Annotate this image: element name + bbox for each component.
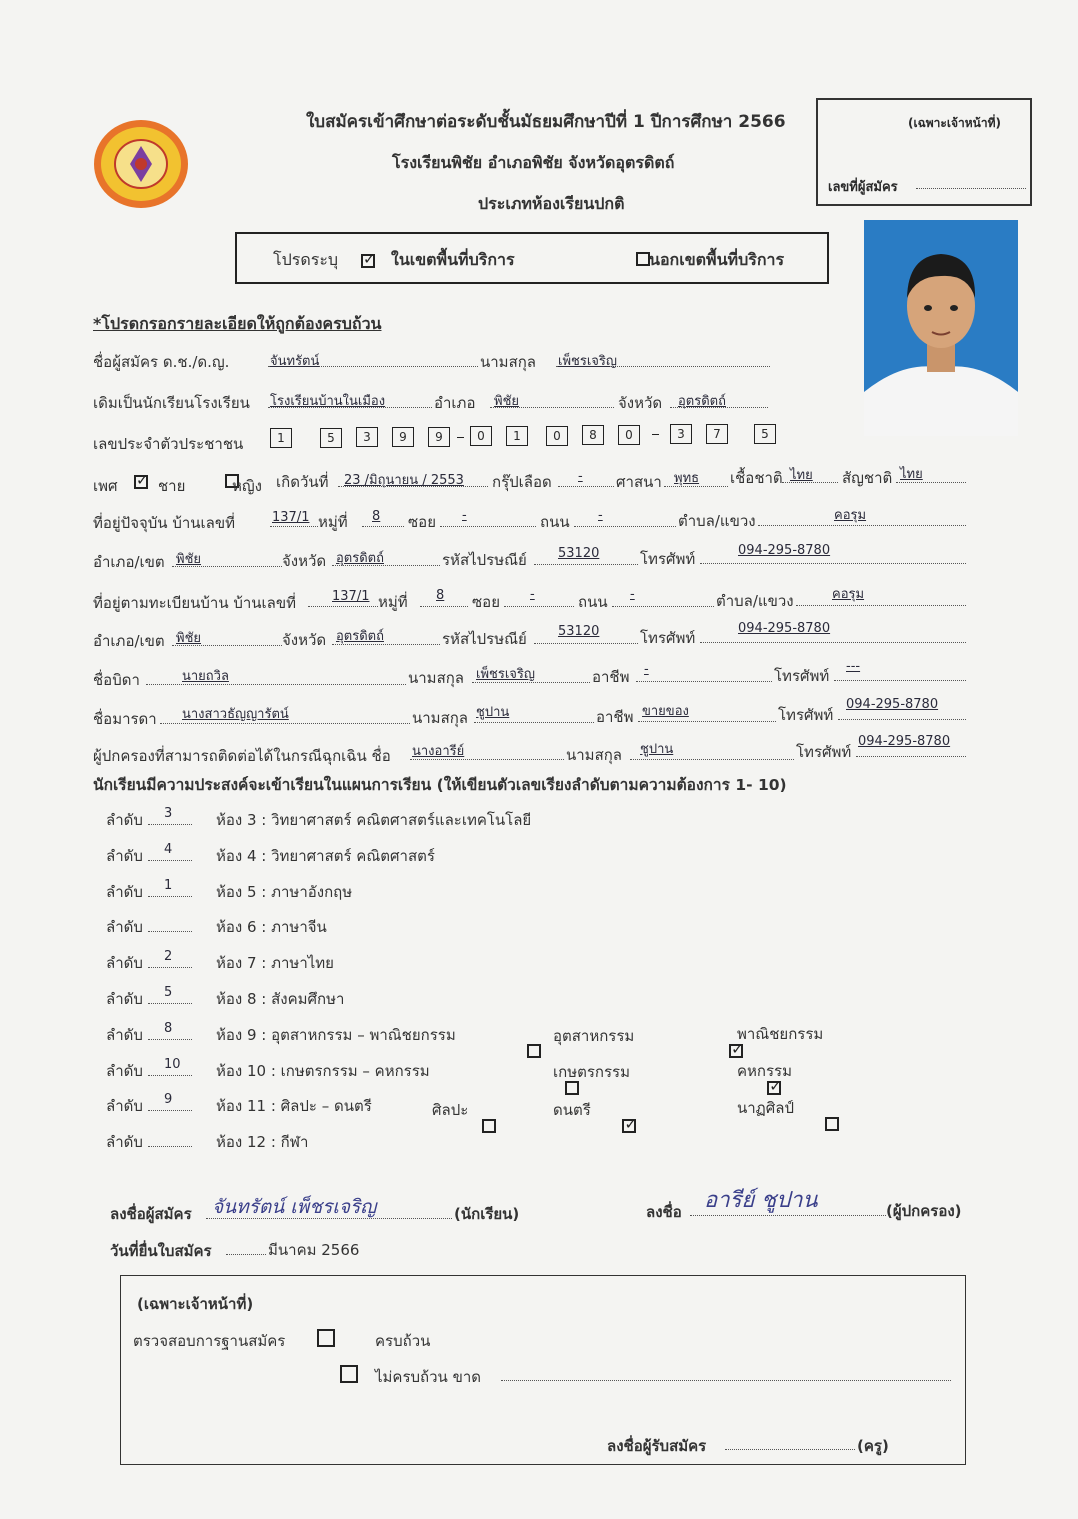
plan-order-label: ลำดับ <box>106 1061 143 1080</box>
form-title: ใบสมัครเข้าศึกษาต่อระดับชั้นมัธยมศึกษาปีที่ 1 ปีการศึกษา 2566 <box>306 112 786 132</box>
reg-road-value: - <box>630 587 635 602</box>
reg-subdistrict-value: คอรุม <box>832 587 865 602</box>
instruction: *โปรดกรอกรายละเอียดให้ถูกต้องครบถ้วน <box>93 314 382 333</box>
address-reg-label: ที่อยู่ตามทะเบียนบ้าน บ้านเลขที่ <box>93 594 296 612</box>
check-label: ตรวจสอบการฐานสมัคร <box>133 1332 286 1350</box>
plan-rank-value: 10 <box>164 1056 181 1072</box>
dance-checkbox[interactable] <box>825 1117 839 1131</box>
plan-rank-value: 1 <box>164 877 173 893</box>
district-value: พิชัย <box>494 394 520 409</box>
reg-province-label: จังหวัด <box>282 631 327 649</box>
officer-section-title: (เฉพาะเจ้าหน้าที่) <box>137 1295 254 1313</box>
reg-soi-field[interactable] <box>504 606 574 607</box>
plan-order-label: ลำดับ <box>106 918 143 937</box>
receiver-field[interactable] <box>725 1449 855 1450</box>
complete-checkbox[interactable] <box>317 1329 335 1347</box>
nationality-label: สัญชาติ <box>842 469 893 487</box>
id-digit-box[interactable]: 5 <box>320 428 342 448</box>
reg-phone-label: โทรศัพท์ <box>640 629 696 647</box>
blood-label: กรุ๊ปเลือด <box>492 473 552 491</box>
complete-label: ครบถ้วน <box>375 1332 431 1350</box>
reg-district-value: พิชัย <box>176 631 202 646</box>
plan-rank-value: 9 <box>164 1092 173 1108</box>
incomplete-label: ไม่ครบถ้วน ขาด <box>375 1368 481 1386</box>
father-job-field[interactable] <box>636 681 772 682</box>
id-digit-box[interactable]: 0 <box>618 425 640 445</box>
father-phone-value: --- <box>846 659 861 674</box>
guardian-phone-field[interactable] <box>856 756 966 757</box>
id-digit-box[interactable]: 1 <box>506 426 528 446</box>
dob-label: เกิดวันที่ <box>276 473 329 491</box>
id-digit-box[interactable]: 0 <box>470 426 492 446</box>
mother-phone-field[interactable] <box>838 719 966 720</box>
plan-rank-value: 2 <box>164 949 173 965</box>
nationality-value: ไทย <box>900 467 923 482</box>
father-name-value: นายถวิล <box>182 669 229 684</box>
receiver-role: (ครู) <box>857 1437 889 1455</box>
id-digit-box[interactable]: 3 <box>356 427 378 447</box>
moo-value: 8 <box>372 509 381 524</box>
father-phone-field[interactable] <box>834 680 966 681</box>
applicant-sign-label: ลงชื่อผู้สมัคร <box>110 1205 192 1223</box>
school-logo <box>92 118 190 210</box>
mother-surname-value: ชูปาน <box>476 705 510 720</box>
incomplete-checkbox[interactable] <box>340 1365 358 1383</box>
male-label: ชาย <box>158 477 186 495</box>
road-value: - <box>598 508 603 523</box>
plan-room-label: ห้อง 12 : กีฬา <box>216 1133 309 1152</box>
guardian-role: (ผู้ปกครอง) <box>886 1202 962 1220</box>
officer-box-title: (เฉพาะเจ้าหน้าที่) <box>908 116 1001 130</box>
applicant-no-label: เลขที่ผู้สมัคร <box>828 180 898 195</box>
plan-order-label: ลำดับ <box>106 990 143 1008</box>
mother-surname-label: นามสกุล <box>412 709 468 727</box>
reg-subdistrict-label: ตำบล/แขวง <box>716 592 794 610</box>
religion-value: พุทธ <box>674 471 700 486</box>
province2-label: จังหวัด <box>282 552 327 570</box>
reg-road-field[interactable] <box>612 606 714 607</box>
reg-phone-value: 094-295-8780 <box>738 621 831 636</box>
dob-value: 23 /มิถุนายน / 2553 <box>344 473 464 488</box>
plan-rank-field[interactable] <box>148 1003 192 1004</box>
religion-label: ศาสนา <box>616 473 662 491</box>
reg-moo-label: หมู่ที่ <box>378 593 408 611</box>
soi-field[interactable] <box>440 526 536 527</box>
district-label: อำเภอ <box>434 394 476 412</box>
reg-moo-value: 8 <box>436 588 445 603</box>
reg-soi-label: ซอย <box>472 593 500 611</box>
plan-room-label: ห้อง 11 : ศิลปะ – ดนตรี <box>216 1097 372 1116</box>
plan-room-label: ห้อง 9 : อุตสาหกรรม – พาณิชยกรรม <box>216 1025 456 1044</box>
plan-rank-value: 5 <box>164 985 173 1000</box>
plan-room-label: ห้อง 6 : ภาษาจีน <box>216 918 327 937</box>
phone-label: โทรศัพท์ <box>640 550 696 568</box>
subdistrict-field[interactable] <box>758 525 966 526</box>
plan-order-label: ลำดับ <box>106 1133 143 1152</box>
mother-label: ชื่อมารดา <box>93 710 157 728</box>
guardian-signature: อารีย์ ชูปาน <box>704 1188 818 1213</box>
plan-rank-value: 3 <box>164 806 173 821</box>
reg-postcode-label: รหัสไปรษณีย์ <box>442 630 527 648</box>
school-name: โรงเรียนพิชัย อำเภอพิชัย จังหวัดอุตรดิตถ์ <box>392 153 675 172</box>
blood-value: - <box>578 469 583 484</box>
plan-rank-field[interactable] <box>148 1039 192 1040</box>
officer-section <box>120 1275 966 1465</box>
first-name-value: จันทรัตน์ <box>270 354 320 369</box>
plan-order-label: ลำดับ <box>106 811 143 829</box>
mother-job-label: อาชีพ <box>596 708 634 726</box>
submit-date-field[interactable] <box>226 1254 266 1255</box>
reg-phone-field[interactable] <box>700 642 966 643</box>
sex-label: เพศ <box>93 477 118 495</box>
id-digit-box[interactable]: 3 <box>670 424 692 444</box>
area-in-checkbox[interactable] <box>361 254 375 268</box>
name-label: ชื่อผู้สมัคร ด.ช./ด.ญ. <box>93 353 230 371</box>
province-value: อุตรดิตถ์ <box>678 394 726 409</box>
service-area-box <box>235 232 829 284</box>
art-label: ศิลปะ <box>432 1101 469 1119</box>
plan-room-label: ห้อง 10 : เกษตรกรรม – คหกรรม <box>216 1061 430 1080</box>
mother-job-field[interactable] <box>638 721 776 722</box>
ethnicity-value: ไทย <box>790 468 813 483</box>
moo-field[interactable] <box>362 526 404 527</box>
id-digit-box[interactable]: 1 <box>270 428 292 448</box>
plan-rank-field[interactable] <box>148 896 192 897</box>
id-digit-box[interactable]: 9 <box>392 427 414 447</box>
area-out-label: นอกเขตพื้นที่บริการ <box>649 250 785 269</box>
reg-house-no-value: 137/1 <box>332 589 370 604</box>
receiver-label: ลงชื่อผู้รับสมัคร <box>607 1437 707 1455</box>
mother-job-value: ขายของ <box>642 704 689 719</box>
plan-order-label: ลำดับ <box>106 882 143 901</box>
plan-order-label: ลำดับ <box>106 1097 143 1116</box>
plan-rank-field[interactable] <box>148 931 192 932</box>
guardian-name-value: นางอารีย์ <box>412 744 465 759</box>
id-separator <box>457 437 464 438</box>
plan-room-label: ห้อง 4 : วิทยาศาสตร์ คณิตศาสตร์ <box>216 846 435 865</box>
submit-date-value: มีนาคม 2566 <box>268 1241 360 1259</box>
reg-house-no-field[interactable] <box>308 606 378 607</box>
plan-rank-field[interactable] <box>148 824 192 825</box>
commerce-label: พาณิชยกรรม <box>737 1025 824 1043</box>
plan-rank-value: 8 <box>164 1020 173 1036</box>
district2-value: พิชัย <box>176 552 202 567</box>
surname-value: เพ็ชรเจริญ <box>558 354 617 369</box>
prev-school-value: โรงเรียนบ้านในเมือง <box>270 394 386 409</box>
district2-label: อำเภอ/เขต <box>93 553 165 571</box>
officer-box <box>816 98 1032 206</box>
postcode-value: 53120 <box>558 546 600 561</box>
plan-rank-field[interactable] <box>148 1110 192 1111</box>
guardian-surname-value: ชูปาน <box>640 742 674 757</box>
id-digit-box[interactable]: 8 <box>582 425 604 445</box>
applicant-signature: จันทรัตน์ เพ็ชรเจริญ <box>212 1196 377 1218</box>
industry-label: อุตสาหกรรม <box>553 1027 635 1045</box>
mother-name-value: นางสาวธัญญารัตน์ <box>182 707 289 722</box>
agriculture-label: เกษตรกรรม <box>553 1063 630 1081</box>
plan-rank-field[interactable] <box>148 860 192 861</box>
classroom-type: ประเภทห้องเรียนปกติ <box>478 194 625 213</box>
house-no-value: 137/1 <box>272 510 310 525</box>
plan-rank-field[interactable] <box>148 1146 192 1147</box>
student-photo <box>864 220 1018 436</box>
mother-surname-field[interactable] <box>474 722 594 723</box>
father-job-label: อาชีพ <box>592 668 630 686</box>
plan-rank-field[interactable] <box>148 1075 192 1076</box>
plan-room-label: ห้อง 5 : ภาษาอังกฤษ <box>216 882 353 901</box>
id-separator <box>652 434 659 435</box>
soi-label: ซอย <box>408 513 436 531</box>
plan-rank-value: 4 <box>164 841 173 857</box>
submit-date-label: วันที่ยื่นใบสมัคร <box>110 1242 212 1260</box>
guardian-surname-label: นามสกุล <box>566 746 622 764</box>
moo-label: หมู่ที่ <box>318 513 348 531</box>
id-digit-box[interactable]: 9 <box>428 427 450 447</box>
phone-value: 094-295-8780 <box>738 543 831 558</box>
mother-phone-value: 094-295-8780 <box>846 697 939 712</box>
father-label: ชื่อบิดา <box>93 671 140 689</box>
applicant-role: (นักเรียน) <box>454 1205 520 1223</box>
reg-postcode-value: 53120 <box>558 624 600 639</box>
guardian-phone-value: 094-295-8780 <box>858 734 951 749</box>
plan-order-label: ลำดับ <box>106 846 143 865</box>
subdistrict-label: ตำบล/แขวง <box>678 512 756 530</box>
id-digit-box[interactable]: 5 <box>754 424 776 444</box>
father-surname-value: เพ็ชรเจริญ <box>476 667 535 682</box>
reg-moo-field[interactable] <box>420 606 468 607</box>
father-phone-label: โทรศัพท์ <box>774 667 830 685</box>
music-checkbox[interactable] <box>622 1119 636 1133</box>
subdistrict-value: คอรุม <box>834 508 867 523</box>
father-surname-label: นามสกุล <box>408 669 464 687</box>
id-label: เลขประจำตัวประชาชน <box>93 435 244 453</box>
id-digit-box[interactable]: 7 <box>706 424 728 444</box>
prev-school-label: เดิมเป็นนักเรียนโรงเรียน <box>93 394 250 412</box>
reg-postcode-field[interactable] <box>534 643 638 644</box>
guardian-phone-label: โทรศัพท์ <box>796 743 852 761</box>
reg-subdistrict-field[interactable] <box>796 605 966 606</box>
reg-district-label: อำเภอ/เขต <box>93 632 165 650</box>
plan-room-label: ห้อง 3 : วิทยาศาสตร์ คณิตศาสตร์และเทคโนโลยี <box>216 811 532 829</box>
house-no-field[interactable] <box>270 526 318 527</box>
ethnicity-label: เชื้อชาติ <box>730 469 783 487</box>
road-label: ถนน <box>540 513 570 531</box>
phone-field[interactable] <box>700 563 966 564</box>
area-prompt: โปรดระบุ <box>273 250 339 269</box>
address-current-label: ที่อยู่ปัจจุบัน บ้านเลขที่ <box>93 514 235 532</box>
dance-label: นาฏศิลป์ <box>737 1099 794 1117</box>
plan-rank-field[interactable] <box>148 967 192 968</box>
industry-checkbox[interactable] <box>527 1044 541 1058</box>
id-digit-box[interactable]: 0 <box>546 426 568 446</box>
soi-value: - <box>462 508 467 523</box>
province-label: จังหวัด <box>618 394 663 412</box>
female-label: หญิง <box>232 477 262 495</box>
reg-province-value: อุตรดิตถ์ <box>336 629 384 644</box>
area-in-label: ในเขตพื้นที่บริการ <box>391 250 515 269</box>
surname-label: นามสกุล <box>480 353 536 371</box>
plan-order-label: ลำดับ <box>106 954 143 973</box>
blood-field[interactable] <box>558 486 614 487</box>
reg-soi-value: - <box>530 587 535 602</box>
male-checkbox[interactable] <box>134 475 148 489</box>
guardian-sign-label: ลงชื่อ <box>646 1203 682 1221</box>
guardian-surname-field[interactable] <box>630 759 794 760</box>
mother-phone-label: โทรศัพท์ <box>778 706 834 724</box>
reg-road-label: ถนน <box>578 593 608 611</box>
art-checkbox[interactable] <box>482 1119 496 1133</box>
road-field[interactable] <box>574 526 676 527</box>
applicant-no-field[interactable] <box>916 188 1026 189</box>
area-out-checkbox[interactable] <box>636 252 650 266</box>
guardian-label: ผู้ปกครองที่สามารถติดต่อได้ในกรณีฉุกเฉิน ชื่อ <box>93 747 391 765</box>
postcode-label: รหัสไปรษณีย์ <box>442 551 527 569</box>
plan-heading: นักเรียนมีความประสงค์จะเข้าเรียนในแผนการเรียน (ให้เขียนตัวเลขเรียงลำดับตามความต้องการ 1- 10) <box>93 776 787 794</box>
missing-field[interactable] <box>501 1380 951 1381</box>
home-economics-label: คหกรรม <box>737 1062 793 1080</box>
province2-value: อุตรดิตถ์ <box>336 551 384 566</box>
plan-room-label: ห้อง 7 : ภาษาไทย <box>216 954 334 973</box>
father-job-value: - <box>644 662 649 677</box>
plan-room-label: ห้อง 8 : สังคมศึกษา <box>216 990 345 1008</box>
postcode-field[interactable] <box>534 564 638 565</box>
music-label: ดนตรี <box>553 1101 591 1119</box>
plan-order-label: ลำดับ <box>106 1025 143 1044</box>
